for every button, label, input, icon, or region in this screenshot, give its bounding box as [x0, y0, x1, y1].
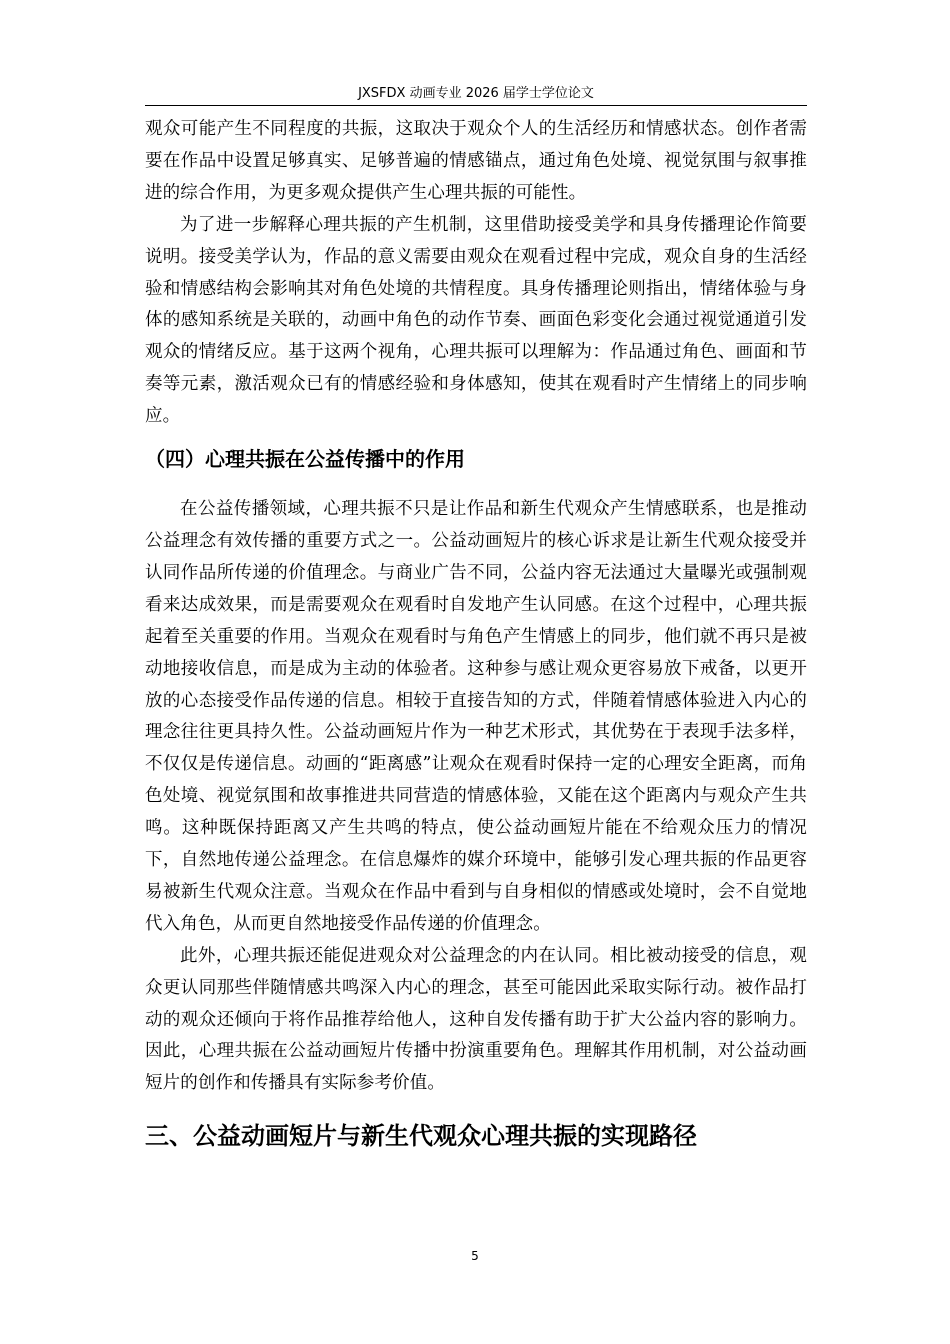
header-divider	[145, 105, 807, 106]
chapter-heading-3: 三、公益动画短片与新生代观众心理共振的实现路径	[145, 1122, 697, 1151]
body-paragraph-identification: 此外，心理共振还能促进观众对公益理念的内在认同。相比被动接受的信息，观众更认同那些伴随情感共鸣深入内心的理念，甚至可能因此采取实际行动。被作品打动的观众还倾向于将作品推荐给他人，这种自发传播有助于扩大公益内容的影响力。因此，心理共振在公益动画短片传播中扮演重要角色。理解其作用机制，对公益动画短片的创作和传播具有实际参考价值。	[145, 945, 807, 1094]
body-paragraph-mechanism: 为了进一步解释心理共振的产生机制，这里借助接受美学和具身传播理论作简要说明。接受美学认为，作品的意义需要由观众在观看过程中完成，观众自身的生活经验和情感结构会影响其对角色处境的共情程度。具身传播理论则指出，情绪体验与身体的感知系统是关联的，动画中角色的动作节奏、画面色彩变化会通过视觉通道引发观众的情绪反应。基于这两个视角，心理共振可以理解为：作品通过角色、画面和节奏等元素，激活观众已有的情感经验和身体感知，使其在观看时产生情绪上的同步响应。	[145, 214, 807, 427]
body-paragraph-continued: 观众可能产生不同程度的共振，这取决于观众个人的生活经历和情感状态。创作者需要在作品中设置足够真实、足够普遍的情感锚点，通过角色处境、视觉氛围与叙事推进的综合作用，为更多观众提供产生心理共振的可能性。	[145, 119, 807, 203]
section-heading-4: （四）心理共振在公益传播中的作用	[145, 447, 465, 472]
page-number: 5	[471, 1249, 479, 1263]
page-body	[145, 114, 807, 1156]
running-header: JXSFDX 动画专业 2026 届学士学位论文	[358, 86, 594, 101]
body-paragraph-role: 在公益传播领域，心理共振不只是让作品和新生代观众产生情感联系，也是推动公益理念有效传播的重要方式之一。公益动画短片的核心诉求是让新生代观众接受并认同作品所传递的价值理念。与商业广告不同，公益内容无法通过大量曝光或强制观看来达成效果，而是需要观众在观看时自发地产生认同感。在这个过程中，心理共振起着至关重要的作用。当观众在观看时与角色产生情感上的同步，他们就不再只是被动地接收信息，而是成为主动的体验者。这种参与感让观众更容易放下戒备，以更开放的心态接受作品传递的信息。相较于直接告知的方式，伴随着情感体验进入内心的理念往往更具持久性。公益动画短片作为一种艺术形式，其优势在于表现手法多样，不仅仅是传递信息。动画的“距离感”让观众在观看时保持一定的心理安全距离，而角色处境、视觉氛围和故事推进共同营造的情感体验，又能在这个距离内与观众产生共鸣。这种既保持距离又产生共鸣的特点，使公益动画短片能在不给观众压力的情况下，自然地传递公益理念。在信息爆炸的媒介环境中，能够引发心理共振的作品更容易被新生代观众注意。当观众在作品中看到与自身相似的情感或处境时，会不自觉地代入角色，从而更自然地接受作品传递的价值理念。	[145, 499, 807, 934]
